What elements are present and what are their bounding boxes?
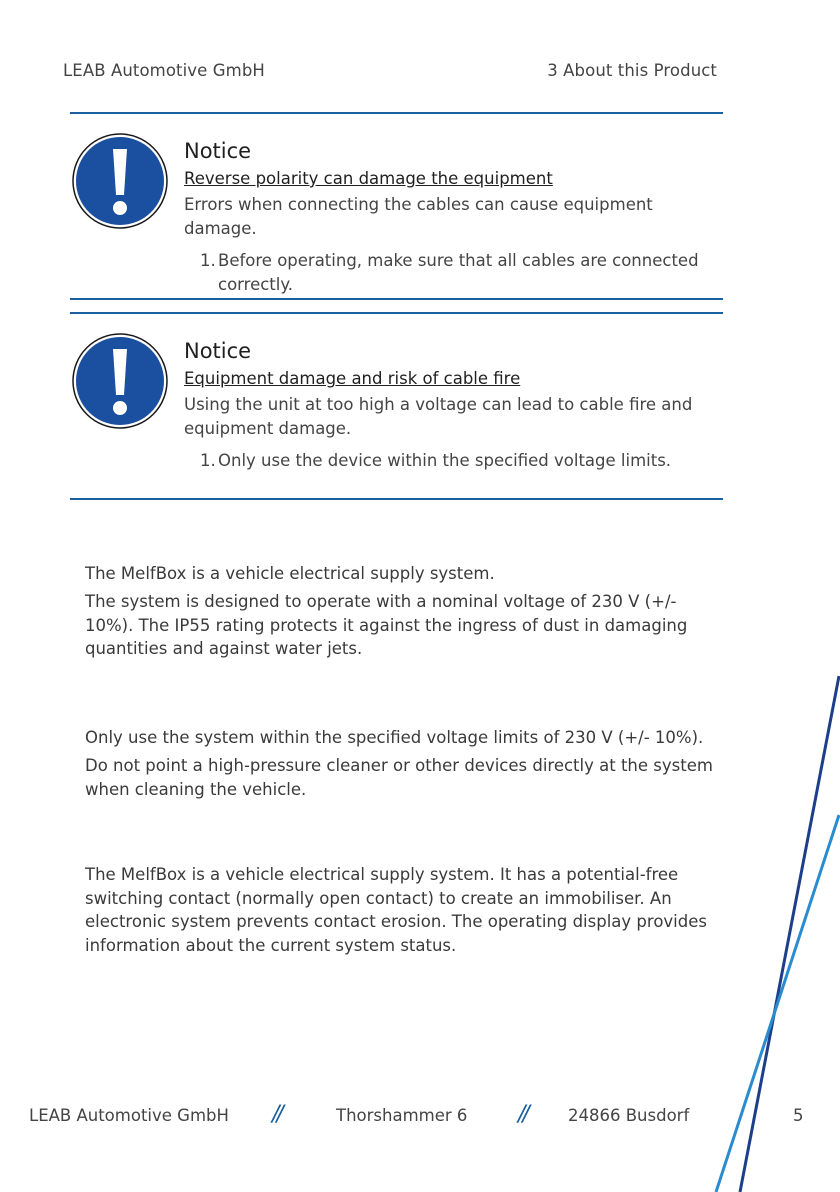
step-text: Only use the device within the specified voltage limits. xyxy=(218,451,672,470)
footer-street: Thorshammer 6 xyxy=(336,1106,468,1125)
notice-subtitle: Equipment damage and risk of cable fire xyxy=(184,369,521,388)
safety-paragraph: Do not point a high-pressure cleaner or other devices directly at the system when cleaning the vehicle. xyxy=(85,756,713,799)
notice-title: Notice xyxy=(184,339,252,363)
description-paragraph: The MelfBox is a vehicle electrical supply system. It has a potential-free switching contact (normally open contact) to create an immobiliser. An electronic system prevents contact erosion. The operating display provides information about the current system status. xyxy=(85,865,707,955)
safety-paragraph: Only use the system within the specified voltage limits of 230 V (+/- 10%). xyxy=(85,728,704,747)
notice-description: Errors when connecting the cables can cause equipment damage. xyxy=(184,195,653,238)
intended-use-paragraph: The system is designed to operate with a nominal voltage of 230 V (+/- 10%). The IP55 rating protects it against the ingress of dust in damaging quantities and against water jets. xyxy=(85,592,688,658)
step-number: 1. xyxy=(200,251,216,270)
notice-subtitle: Reverse polarity can damage the equipment xyxy=(184,169,553,188)
header-company: LEAB Automotive GmbH xyxy=(63,61,265,80)
step-number: 1. xyxy=(200,451,216,470)
intended-use-paragraph: The MelfBox is a vehicle electrical supply system. xyxy=(85,564,495,583)
notice-title: Notice xyxy=(184,139,252,163)
page-number: 5 xyxy=(793,1106,804,1125)
header-section: 3 About this Product xyxy=(547,61,717,80)
step-text: Before operating, make sure that all cables are connected correctly. xyxy=(218,251,699,294)
footer-city: 24866 Busdorf xyxy=(568,1106,690,1125)
footer-separator: // xyxy=(518,1102,527,1127)
notice-description: Using the unit at too high a voltage can lead to cable fire and equipment damage. xyxy=(184,395,693,438)
footer-company: LEAB Automotive GmbH xyxy=(29,1106,229,1125)
footer-separator: // xyxy=(272,1102,281,1127)
